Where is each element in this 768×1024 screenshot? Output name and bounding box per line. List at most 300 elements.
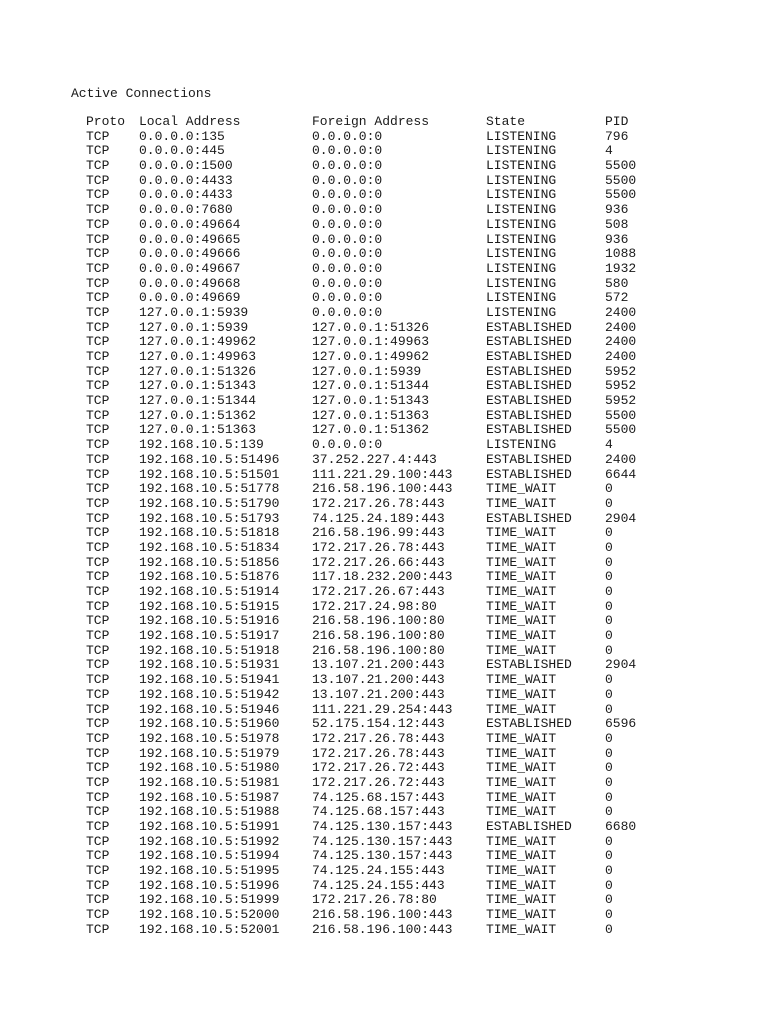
local-address-cell: 192.168.10.5:51793	[139, 510, 280, 526]
pid-cell: 5952	[605, 393, 637, 409]
state-cell: TIME_WAIT	[486, 525, 557, 541]
foreign-address-cell: 127.0.0.1:49962	[312, 349, 430, 364]
proto-cell: TCP	[86, 686, 110, 702]
state-cell: LISTENING	[486, 187, 557, 203]
local-address-cell: 192.168.10.5:51834	[139, 539, 280, 555]
foreign-address-cell: 127.0.0.1:51343	[312, 393, 430, 409]
local-address-cell: 192.168.10.5:51996	[139, 877, 280, 893]
page-title: Active Connections	[71, 86, 212, 101]
state-cell: ESTABLISHED	[486, 466, 572, 482]
proto-cell: TCP	[86, 158, 110, 174]
table-row	[86, 644, 665, 659]
foreign-address-cell: 172.217.26.78:443	[312, 539, 445, 555]
foreign-address-cell: 127.0.0.1:51363	[312, 407, 430, 423]
column-header-local-address: Local Address	[139, 114, 241, 129]
state-cell: ESTABLISHED	[486, 319, 572, 335]
pid-cell: 5952	[605, 363, 637, 379]
proto-cell: TCP	[86, 877, 110, 893]
pid-cell: 0	[605, 701, 613, 717]
proto-cell: TCP	[86, 848, 110, 864]
table-row	[86, 541, 665, 556]
local-address-cell: 0.0.0.0:135	[139, 128, 225, 144]
local-address-cell: 192.168.10.5:51999	[139, 892, 280, 908]
pid-cell: 2904	[605, 657, 637, 673]
pid-cell: 6596	[605, 716, 637, 732]
local-address-cell: 192.168.10.5:51501	[139, 466, 280, 482]
foreign-address-cell: 37.252.227.4:443	[312, 451, 437, 467]
state-cell: TIME_WAIT	[486, 892, 557, 908]
pid-cell: 0	[605, 554, 613, 570]
state-cell: TIME_WAIT	[486, 833, 557, 849]
table-row	[86, 673, 665, 688]
proto-cell: TCP	[86, 246, 110, 262]
pid-cell: 0	[605, 613, 613, 629]
proto-cell: TCP	[86, 495, 110, 511]
state-cell: LISTENING	[486, 290, 557, 306]
pid-cell: 5500	[605, 422, 637, 438]
local-address-cell: 192.168.10.5:139	[139, 437, 264, 453]
state-cell: ESTABLISHED	[486, 451, 572, 467]
pid-cell: 1088	[605, 246, 637, 262]
local-address-cell: 192.168.10.5:51915	[139, 598, 280, 614]
pid-cell: 2400	[605, 349, 637, 364]
state-cell: LISTENING	[486, 437, 557, 453]
state-cell: TIME_WAIT	[486, 569, 557, 585]
pid-cell: 2400	[605, 319, 637, 335]
state-cell: TIME_WAIT	[486, 789, 557, 805]
state-cell: TIME_WAIT	[486, 848, 557, 864]
pid-cell: 0	[605, 745, 613, 761]
proto-cell: TCP	[86, 216, 110, 232]
pid-cell: 5500	[605, 187, 637, 203]
table-row	[86, 218, 665, 233]
proto-cell: TCP	[86, 466, 110, 482]
local-address-cell: 0.0.0.0:7680	[139, 202, 233, 218]
table-row	[86, 423, 665, 438]
state-cell: ESTABLISHED	[486, 363, 572, 379]
pid-cell: 4	[605, 143, 613, 159]
local-address-cell: 0.0.0.0:445	[139, 143, 225, 159]
foreign-address-cell: 0.0.0.0:0	[312, 260, 383, 276]
local-address-cell: 127.0.0.1:51363	[139, 422, 257, 438]
proto-cell: TCP	[86, 539, 110, 555]
state-cell: TIME_WAIT	[486, 921, 557, 937]
foreign-address-cell: 0.0.0.0:0	[312, 143, 383, 159]
pid-cell: 6644	[605, 466, 637, 482]
local-address-cell: 192.168.10.5:51942	[139, 686, 280, 702]
table-row	[86, 732, 665, 747]
proto-cell: TCP	[86, 554, 110, 570]
foreign-address-cell: 0.0.0.0:0	[312, 216, 383, 232]
state-cell: LISTENING	[486, 158, 557, 174]
table-row	[86, 893, 665, 908]
pid-cell: 0	[605, 804, 613, 820]
table-row	[86, 585, 665, 600]
state-cell: ESTABLISHED	[486, 349, 572, 364]
pid-cell: 0	[605, 907, 613, 923]
local-address-cell: 192.168.10.5:51818	[139, 525, 280, 541]
pid-cell: 0	[605, 774, 613, 790]
local-address-cell: 192.168.10.5:51991	[139, 819, 280, 834]
foreign-address-cell: 0.0.0.0:0	[312, 231, 383, 247]
proto-cell: TCP	[86, 231, 110, 247]
table-row	[86, 188, 665, 203]
state-cell: LISTENING	[486, 172, 557, 188]
proto-cell: TCP	[86, 598, 110, 614]
state-cell: TIME_WAIT	[486, 672, 557, 688]
table-row	[86, 658, 665, 673]
state-cell: LISTENING	[486, 304, 557, 320]
foreign-address-cell: 127.0.0.1:5939	[312, 363, 422, 379]
pid-cell: 5952	[605, 378, 637, 394]
table-row	[86, 453, 665, 468]
proto-cell: TCP	[86, 804, 110, 820]
pid-cell: 0	[605, 848, 613, 864]
pid-cell: 2400	[605, 304, 637, 320]
state-cell: TIME_WAIT	[486, 774, 557, 790]
pid-cell: 0	[605, 760, 613, 776]
foreign-address-cell: 216.58.196.100:443	[312, 481, 453, 497]
local-address-cell: 0.0.0.0:49668	[139, 275, 241, 291]
pid-cell: 572	[605, 290, 629, 306]
proto-cell: TCP	[86, 716, 110, 732]
state-cell: LISTENING	[486, 231, 557, 247]
proto-cell: TCP	[86, 569, 110, 585]
proto-cell: TCP	[86, 319, 110, 335]
local-address-cell: 192.168.10.5:51960	[139, 716, 280, 732]
proto-cell: TCP	[86, 584, 110, 599]
foreign-address-cell: 0.0.0.0:0	[312, 172, 383, 188]
local-address-cell: 192.168.10.5:51988	[139, 804, 280, 820]
state-cell: LISTENING	[486, 246, 557, 262]
state-cell: TIME_WAIT	[486, 584, 557, 599]
foreign-address-cell: 111.221.29.100:443	[312, 466, 453, 482]
proto-cell: TCP	[86, 760, 110, 776]
foreign-address-cell: 74.125.130.157:443	[312, 833, 453, 849]
column-header-proto: Proto	[86, 114, 126, 129]
table-row	[86, 365, 665, 380]
table-row	[86, 394, 665, 409]
foreign-address-cell: 172.217.26.78:443	[312, 745, 445, 761]
pid-cell: 2400	[605, 451, 637, 467]
state-cell: ESTABLISHED	[486, 407, 572, 423]
state-cell: TIME_WAIT	[486, 730, 557, 746]
proto-cell: TCP	[86, 378, 110, 394]
local-address-cell: 127.0.0.1:5939	[139, 304, 249, 320]
proto-cell: TCP	[86, 202, 110, 218]
state-cell: LISTENING	[486, 216, 557, 232]
pid-cell: 0	[605, 539, 613, 555]
pid-cell: 6680	[605, 819, 637, 834]
table-row	[86, 629, 665, 644]
local-address-cell: 192.168.10.5:51790	[139, 495, 280, 511]
foreign-address-cell: 216.58.196.100:443	[312, 907, 453, 923]
proto-cell: TCP	[86, 628, 110, 644]
state-cell: TIME_WAIT	[486, 598, 557, 614]
local-address-cell: 192.168.10.5:51979	[139, 745, 280, 761]
local-address-cell: 192.168.10.5:51980	[139, 760, 280, 776]
table-row	[86, 468, 665, 483]
state-cell: TIME_WAIT	[486, 686, 557, 702]
state-cell: TIME_WAIT	[486, 804, 557, 820]
proto-cell: TCP	[86, 143, 110, 159]
foreign-address-cell: 0.0.0.0:0	[312, 202, 383, 218]
table-row	[86, 835, 665, 850]
state-cell: TIME_WAIT	[486, 701, 557, 717]
state-cell: TIME_WAIT	[486, 877, 557, 893]
local-address-cell: 127.0.0.1:49963	[139, 349, 257, 364]
foreign-address-cell: 0.0.0.0:0	[312, 158, 383, 174]
state-cell: TIME_WAIT	[486, 642, 557, 658]
proto-cell: TCP	[86, 921, 110, 937]
state-cell: ESTABLISHED	[486, 334, 572, 350]
foreign-address-cell: 0.0.0.0:0	[312, 128, 383, 144]
state-cell: ESTABLISHED	[486, 819, 572, 834]
proto-cell: TCP	[86, 833, 110, 849]
local-address-cell: 192.168.10.5:51978	[139, 730, 280, 746]
pid-cell: 0	[605, 495, 613, 511]
pid-cell: 0	[605, 833, 613, 849]
local-address-cell: 0.0.0.0:4433	[139, 172, 233, 188]
table-row	[86, 130, 665, 145]
local-address-cell: 0.0.0.0:4433	[139, 187, 233, 203]
table-row	[86, 291, 665, 306]
foreign-address-cell: 13.107.21.200:443	[312, 686, 445, 702]
table-row	[86, 820, 665, 835]
local-address-cell: 192.168.10.5:51856	[139, 554, 280, 570]
connections-table	[86, 115, 665, 938]
local-address-cell: 0.0.0.0:1500	[139, 158, 233, 174]
table-row	[86, 482, 665, 497]
proto-cell: TCP	[86, 525, 110, 541]
state-cell: TIME_WAIT	[486, 495, 557, 511]
foreign-address-cell: 117.18.232.200:443	[312, 569, 453, 585]
state-cell: LISTENING	[486, 128, 557, 144]
table-row	[86, 717, 665, 732]
local-address-cell: 192.168.10.5:51994	[139, 848, 280, 864]
foreign-address-cell: 0.0.0.0:0	[312, 290, 383, 306]
proto-cell: TCP	[86, 290, 110, 306]
local-address-cell: 192.168.10.5:51496	[139, 451, 280, 467]
proto-cell: TCP	[86, 187, 110, 203]
pid-cell: 0	[605, 921, 613, 937]
table-row	[86, 350, 665, 365]
local-address-cell: 192.168.10.5:51931	[139, 657, 280, 673]
table-row	[86, 512, 665, 527]
local-address-cell: 127.0.0.1:49962	[139, 334, 257, 350]
foreign-address-cell: 0.0.0.0:0	[312, 275, 383, 291]
state-cell: LISTENING	[486, 260, 557, 276]
local-address-cell: 0.0.0.0:49669	[139, 290, 241, 306]
foreign-address-cell: 172.217.26.72:443	[312, 760, 445, 776]
local-address-cell: 127.0.0.1:51343	[139, 378, 257, 394]
local-address-cell: 192.168.10.5:51778	[139, 481, 280, 497]
local-address-cell: 192.168.10.5:52000	[139, 907, 280, 923]
column-header-pid: PID	[605, 114, 629, 129]
foreign-address-cell: 13.107.21.200:443	[312, 657, 445, 673]
proto-cell: TCP	[86, 349, 110, 364]
foreign-address-cell: 0.0.0.0:0	[312, 304, 383, 320]
proto-cell: TCP	[86, 892, 110, 908]
state-cell: ESTABLISHED	[486, 510, 572, 526]
table-row	[86, 277, 665, 292]
pid-cell: 5500	[605, 172, 637, 188]
table-row	[86, 247, 665, 262]
foreign-address-cell: 216.58.196.99:443	[312, 525, 445, 541]
foreign-address-cell: 74.125.68.157:443	[312, 804, 445, 820]
pid-cell: 508	[605, 216, 629, 232]
local-address-cell: 127.0.0.1:51362	[139, 407, 257, 423]
pid-cell: 0	[605, 877, 613, 893]
pid-cell: 0	[605, 892, 613, 908]
local-address-cell: 192.168.10.5:51918	[139, 642, 280, 658]
foreign-address-cell: 172.217.24.98:80	[312, 598, 437, 614]
state-cell: TIME_WAIT	[486, 481, 557, 497]
state-cell: TIME_WAIT	[486, 863, 557, 879]
foreign-address-cell: 216.58.196.100:443	[312, 921, 453, 937]
local-address-cell: 0.0.0.0:49667	[139, 260, 241, 276]
proto-cell: TCP	[86, 172, 110, 188]
table-row	[86, 791, 665, 806]
proto-cell: TCP	[86, 657, 110, 673]
state-cell: ESTABLISHED	[486, 378, 572, 394]
local-address-cell: 0.0.0.0:49666	[139, 246, 241, 262]
proto-cell: TCP	[86, 730, 110, 746]
table-row	[86, 556, 665, 571]
state-cell: TIME_WAIT	[486, 628, 557, 644]
pid-cell: 580	[605, 275, 629, 291]
local-address-cell: 0.0.0.0:49664	[139, 216, 241, 232]
state-cell: TIME_WAIT	[486, 760, 557, 776]
foreign-address-cell: 127.0.0.1:51326	[312, 319, 430, 335]
state-cell: ESTABLISHED	[486, 393, 572, 409]
table-row	[86, 703, 665, 718]
pid-cell: 0	[605, 525, 613, 541]
proto-cell: TCP	[86, 451, 110, 467]
proto-cell: TCP	[86, 510, 110, 526]
foreign-address-cell: 216.58.196.100:80	[312, 642, 445, 658]
pid-cell: 5500	[605, 407, 637, 423]
proto-cell: TCP	[86, 613, 110, 629]
proto-cell: TCP	[86, 774, 110, 790]
table-row	[86, 262, 665, 277]
local-address-cell: 127.0.0.1:5939	[139, 319, 249, 335]
proto-cell: TCP	[86, 642, 110, 658]
state-cell: TIME_WAIT	[486, 554, 557, 570]
foreign-address-cell: 74.125.24.155:443	[312, 863, 445, 879]
proto-cell: TCP	[86, 275, 110, 291]
pid-cell: 0	[605, 569, 613, 585]
pid-cell: 0	[605, 672, 613, 688]
table-row	[86, 203, 665, 218]
local-address-cell: 192.168.10.5:51981	[139, 774, 280, 790]
state-cell: LISTENING	[486, 143, 557, 159]
foreign-address-cell: 172.217.26.78:80	[312, 892, 437, 908]
foreign-address-cell: 172.217.26.66:443	[312, 554, 445, 570]
local-address-cell: 192.168.10.5:51917	[139, 628, 280, 644]
proto-cell: TCP	[86, 363, 110, 379]
foreign-address-cell: 127.0.0.1:51362	[312, 422, 430, 438]
proto-cell: TCP	[86, 863, 110, 879]
proto-cell: TCP	[86, 907, 110, 923]
local-address-cell: 192.168.10.5:51992	[139, 833, 280, 849]
foreign-address-cell: 52.175.154.12:443	[312, 716, 445, 732]
table-row	[86, 159, 665, 174]
local-address-cell: 0.0.0.0:49665	[139, 231, 241, 247]
state-cell: ESTABLISHED	[486, 422, 572, 438]
table-row	[86, 688, 665, 703]
pid-cell: 0	[605, 598, 613, 614]
table-row	[86, 335, 665, 350]
local-address-cell: 192.168.10.5:51914	[139, 584, 280, 599]
foreign-address-cell: 172.217.26.78:443	[312, 495, 445, 511]
local-address-cell: 192.168.10.5:51876	[139, 569, 280, 585]
table-row	[86, 849, 665, 864]
proto-cell: TCP	[86, 260, 110, 276]
state-cell: TIME_WAIT	[486, 745, 557, 761]
proto-cell: TCP	[86, 304, 110, 320]
state-cell: TIME_WAIT	[486, 539, 557, 555]
proto-cell: TCP	[86, 437, 110, 453]
foreign-address-cell: 127.0.0.1:49963	[312, 334, 430, 350]
foreign-address-cell: 172.217.26.78:443	[312, 730, 445, 746]
pid-cell: 0	[605, 686, 613, 702]
local-address-cell: 192.168.10.5:52001	[139, 921, 280, 937]
foreign-address-cell: 13.107.21.200:443	[312, 672, 445, 688]
table-row	[86, 379, 665, 394]
table-row	[86, 233, 665, 248]
proto-cell: TCP	[86, 789, 110, 805]
state-cell: LISTENING	[486, 202, 557, 218]
table-row	[86, 438, 665, 453]
pid-cell: 0	[605, 863, 613, 879]
column-header-state: State	[486, 114, 526, 129]
local-address-cell: 192.168.10.5:51995	[139, 863, 280, 879]
local-address-cell: 192.168.10.5:51916	[139, 613, 280, 629]
table-row	[86, 174, 665, 189]
pid-cell: 4	[605, 437, 613, 453]
foreign-address-cell: 127.0.0.1:51344	[312, 378, 430, 394]
table-row	[86, 747, 665, 762]
proto-cell: TCP	[86, 334, 110, 350]
column-header-foreign-address: Foreign Address	[312, 114, 430, 129]
foreign-address-cell: 172.217.26.72:443	[312, 774, 445, 790]
pid-cell: 0	[605, 789, 613, 805]
pid-cell: 0	[605, 642, 613, 658]
table-row	[86, 306, 665, 321]
state-cell: ESTABLISHED	[486, 716, 572, 732]
table-row	[86, 879, 665, 894]
foreign-address-cell: 74.125.130.157:443	[312, 819, 453, 834]
table-row	[86, 614, 665, 629]
table-row	[86, 864, 665, 879]
local-address-cell: 192.168.10.5:51941	[139, 672, 280, 688]
proto-cell: TCP	[86, 819, 110, 834]
foreign-address-cell: 172.217.26.67:443	[312, 584, 445, 599]
table-row	[86, 761, 665, 776]
proto-cell: TCP	[86, 745, 110, 761]
state-cell: LISTENING	[486, 275, 557, 291]
foreign-address-cell: 216.58.196.100:80	[312, 613, 445, 629]
foreign-address-cell: 0.0.0.0:0	[312, 437, 383, 453]
table-header-row	[86, 115, 665, 130]
pid-cell: 936	[605, 202, 629, 218]
pid-cell: 796	[605, 128, 629, 144]
foreign-address-cell: 216.58.196.100:80	[312, 628, 445, 644]
proto-cell: TCP	[86, 672, 110, 688]
proto-cell: TCP	[86, 481, 110, 497]
foreign-address-cell: 0.0.0.0:0	[312, 187, 383, 203]
